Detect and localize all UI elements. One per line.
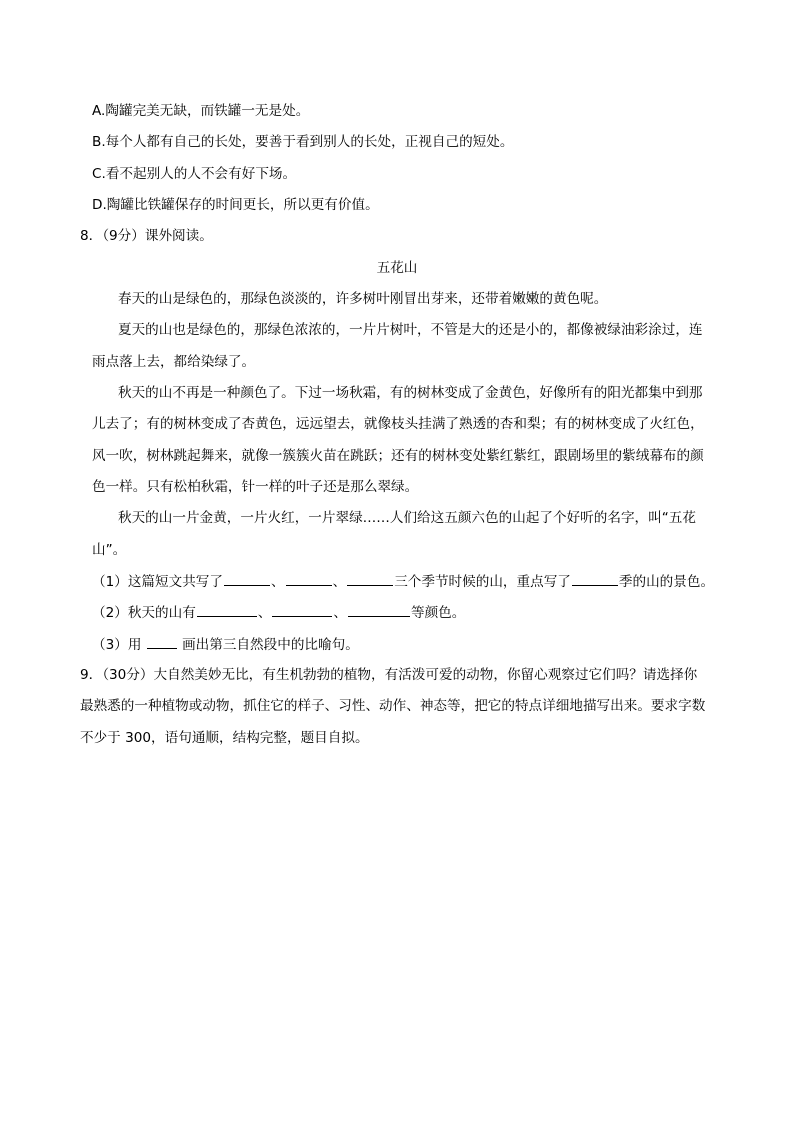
q8-header: 8．（9分）课外阅读。 bbox=[80, 228, 213, 244]
subquestion-1-text-b: 三个季节时候的山，重点写了 bbox=[394, 574, 571, 590]
separator: 、 bbox=[333, 605, 347, 621]
separator: 、 bbox=[271, 574, 285, 590]
passage-paragraph-2-line-1: 夏天的山也是绿色的，那绿色浓浓的，一片片树叶，不管是大的还是小的，都像被绿油彩涂过，连 bbox=[118, 322, 703, 338]
passage-paragraph-2-line-2: 雨点落上去，都给染绿了。 bbox=[92, 354, 256, 370]
passage-paragraph-1: 春天的山是绿色的，那绿色淡淡的，许多树叶刚冒出芽来，还带着嫩嫩的黄色呢。 bbox=[118, 291, 608, 307]
answer-blank-7[interactable] bbox=[348, 602, 410, 617]
q7-option-a: A.陶罐完美无缺，而铁罐一无是处。 bbox=[92, 103, 310, 119]
underline-sample bbox=[147, 634, 177, 649]
answer-blank-2[interactable] bbox=[286, 571, 332, 586]
passage-paragraph-3-line-4: 色一样。只有松柏秋霜，针一样的叶子还是那么翠绿。 bbox=[92, 479, 419, 495]
passage-title: 五花山 bbox=[376, 260, 418, 276]
subquestion-3-text-b: 画出第三自然段中的比喻句。 bbox=[182, 637, 359, 653]
q7-option-d: D.陶罐比铁罐保存的时间更长，所以更有价值。 bbox=[92, 197, 379, 213]
q8-subquestion-1 bbox=[92, 571, 714, 591]
separator: 、 bbox=[257, 605, 272, 621]
subquestion-1-text-c: 季的山的景色。 bbox=[618, 574, 715, 590]
subquestion-3-text-a: （3）用 bbox=[92, 637, 142, 653]
passage-paragraph-3-line-1: 秋天的山不再是一种颜色了。下过一场秋霜，有的树林变成了金黄色，好像所有的阳光都集中到那 bbox=[118, 385, 703, 401]
q9-line-2: 最熟悉的一种植物或动物，抓住它的样子、习性、动作、神态等，把它的特点详细地描写出来。要求字数 bbox=[80, 698, 706, 714]
passage-paragraph-4-line-2: 山”。 bbox=[92, 542, 127, 558]
passage-paragraph-3-line-3: 风一吹，树林跳起舞来，就像一簇簇火苗在跳跃；还有的树林变处紫红紫红，跟剧场里的紫绒幕布的颜 bbox=[92, 448, 704, 464]
passage-paragraph-3-line-2: 儿去了；有的树林变成了杏黄色，远远望去，就像枝头挂满了熟透的杏和梨；有的树林变成了火红色， bbox=[92, 416, 704, 432]
q9-line-1: 9．（30分）大自然美妙无比，有生机勃勃的植物，有活泼可爱的动物，你留心观察过它们吗？请选择你 bbox=[80, 667, 698, 683]
answer-blank-3[interactable] bbox=[347, 571, 393, 586]
subquestion-2-text-a: （2）秋天的山有 bbox=[92, 605, 196, 621]
answer-blank-5[interactable] bbox=[197, 602, 257, 617]
q8-subquestion-3 bbox=[92, 634, 359, 654]
passage-paragraph-4-line-1: 秋天的山一片金黄，一片火红，一片翠绿……人们给这五颜六色的山起了个好听的名字，叫“五花 bbox=[118, 510, 696, 526]
q9-line-3: 不少于 300，语句通顺，结构完整，题目自拟。 bbox=[80, 730, 369, 746]
q7-option-b: B.每个人都有自己的长处，要善于看到别人的长处，正视自己的短处。 bbox=[92, 134, 514, 150]
q8-subquestion-2 bbox=[92, 602, 465, 622]
answer-blank-6[interactable] bbox=[272, 602, 332, 617]
answer-blank-1[interactable] bbox=[224, 571, 270, 586]
answer-blank-4[interactable] bbox=[572, 571, 618, 586]
subquestion-2-text-b: 等颜色。 bbox=[411, 605, 466, 621]
q7-option-c: C.看不起别人的人不会有好下场。 bbox=[92, 166, 297, 182]
separator: 、 bbox=[332, 574, 347, 590]
subquestion-1-text-a: （1）这篇短文共写了 bbox=[92, 574, 223, 590]
